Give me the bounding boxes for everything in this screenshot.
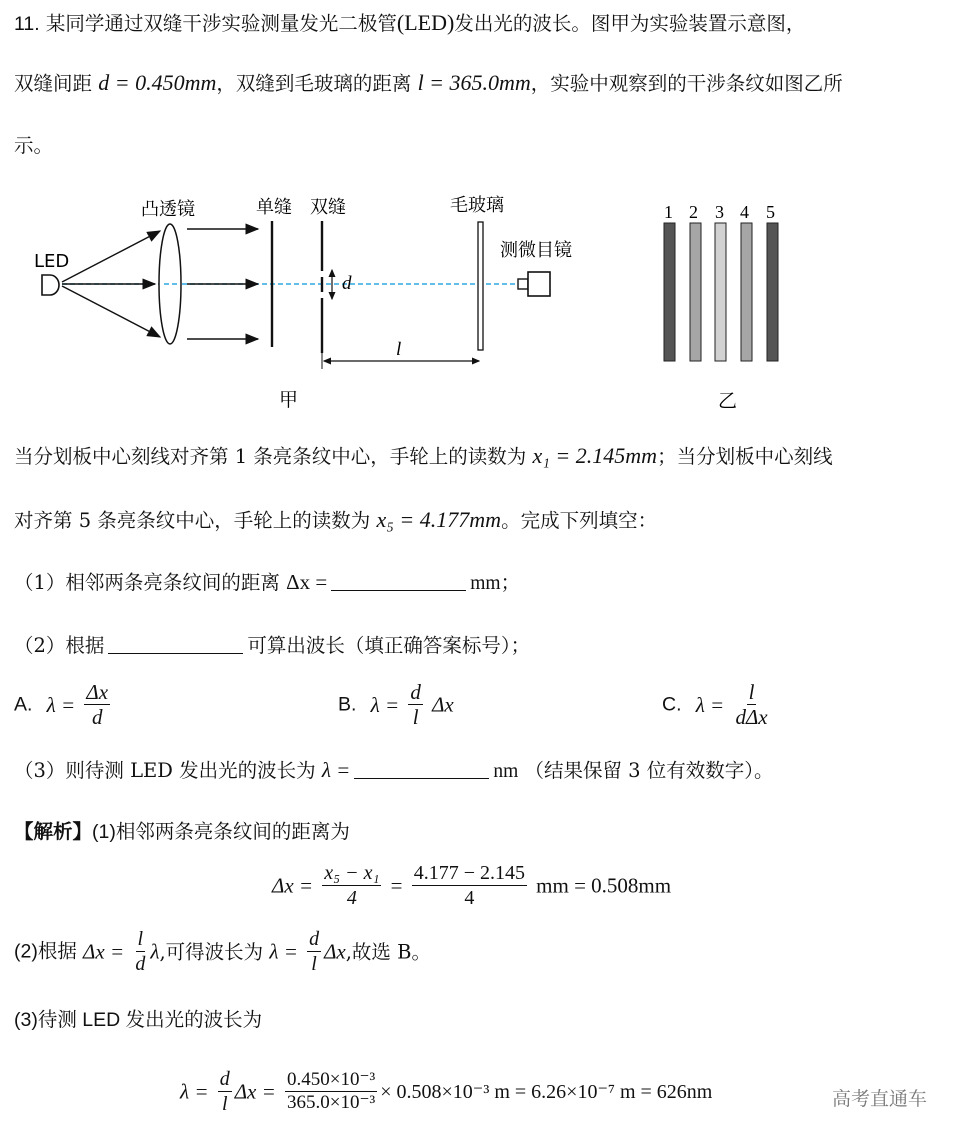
fringe-number-4: 4 [740,202,749,222]
distance-label: l [396,339,402,360]
step-2-denominator: d [135,953,146,975]
solution-step-2c: ,故选 B。 [345,940,431,964]
double-slit-label: 双缝 [310,197,346,218]
option-c[interactable] [662,680,773,730]
solution-line-1 [14,822,350,843]
option-b-fraction [408,680,423,730]
slit-spacing-value: d = 0.450mm [98,70,217,95]
question-2 [14,635,530,656]
question-3 [14,760,774,782]
option-b-lhs: λ = [370,692,400,717]
reading-x1: x₁ = 2.145mm [532,443,658,468]
option-c-denominator: dΔx [735,705,768,730]
stem-text-2a: 双缝间距 [14,72,93,95]
step-2-fraction [133,928,147,976]
option-b-label: B. [338,693,357,716]
option-b-tail: Δx [432,692,454,717]
solution-formula-3 [180,1068,712,1116]
formula-1-den-b: 4 [464,887,475,909]
q3-prefix: （3）则待测 LED 发出光的波长为 [14,759,316,782]
question-1 [14,572,520,594]
formula-3-den-a: l [221,1093,228,1115]
question-number: 11. [14,13,40,35]
single-slit-label: 单缝 [256,197,292,218]
step-2-numerator: l [137,928,144,950]
solution-line-3 [14,1010,262,1031]
formula-1-frac-a [322,862,381,910]
formula-1-result: mm = 0.508mm [536,873,672,898]
q1-expression: Δx = [286,570,328,594]
q3-suffix: （结果保留 3 位有效数字）。 [524,759,774,782]
formula-1-frac-b [412,862,527,910]
eyepiece-label: 测微目镜 [500,240,572,261]
ray-upper [62,231,160,282]
measure-line-1 [14,445,833,467]
fringe-5 [767,223,778,361]
fringe-number-5: 5 [766,202,775,222]
measure-text-1b: ；当分划板中心刻线 [657,445,833,468]
option-a-denominator: d [91,705,103,730]
measure-text-1a: 当分划板中心刻线对齐第 1 条亮条纹中心，手轮上的读数为 [14,445,527,468]
option-c-fraction [733,680,769,730]
lens-label: 凸透镜 [141,199,195,220]
formula-3-frac-b [285,1069,377,1115]
q2-prefix: （2）根据 [14,634,105,657]
formula-1-lhs: Δx = [272,873,314,898]
formula-3-num-a: d [219,1068,230,1090]
formula-3-result: × 0.508×10⁻³ m = 6.26×10⁻⁷ m = 626nm [380,1081,713,1103]
led-label: LED [34,251,70,272]
formula-1-num-b: 4.177 − 2.145 [413,862,525,884]
stem-text-2c: ，实验中观察到的干涉条纹如图乙所 [530,72,843,95]
stem-text-1a: 某同学通过双缝干涉实验测量发光二极管 [45,12,397,35]
formula-3-num-b: 0.450×10⁻³ [287,1069,376,1091]
step-2-lhs-2: λ = [269,939,298,964]
option-a-label: A. [14,693,33,716]
option-b-denominator: l [412,705,419,730]
step-2-lhs: Δx = [83,939,125,964]
question-line-1 [14,12,805,35]
reading-x5: x₅ = 4.177mm [376,507,502,532]
fringe-4 [741,223,752,361]
step-2-fraction-2 [307,928,321,976]
watermark: 高考直通车 [832,1088,928,1110]
fringe-number-1: 1 [664,202,673,222]
stem-text-1b: 发出光的波长。图甲为实验装置示意图， [454,12,806,35]
step-2-tail-2: Δx [324,939,346,964]
formula-1-num-a: x₅ − x₁ [324,862,380,884]
figure-diagram [0,185,970,420]
slit-gap-label: d [342,273,352,294]
fringe-2 [690,223,701,361]
q3-unit: nm [493,761,519,782]
q1-unit: mm [470,573,501,594]
figure-b-caption: 乙 [718,390,738,412]
ground-glass-screen [478,222,483,350]
measure-line-2 [14,509,657,531]
formula-3-den-b: 365.0×10⁻³ [287,1092,376,1114]
option-c-lhs: λ = [695,692,725,717]
q1-prefix: （1）相邻两条亮条纹间的距离 [14,571,280,594]
step-2-numerator-2: d [309,928,320,950]
solution-step-2a: (2)根据 [14,940,77,963]
formula-1-den-a: 4 [346,887,357,909]
led-paren: (LED) [396,10,455,35]
solution-step-1: (1)相邻两条亮条纹间的距离为 [92,821,350,843]
fringe-number-2: 2 [689,202,698,222]
formula-3-mid: Δx = [234,1079,276,1104]
q1-suffix: ； [500,571,521,594]
step-2-tail: λ [150,939,160,964]
eyepiece-tube [518,279,528,289]
option-a-lhs: λ = [46,692,76,717]
screen-label: 毛玻璃 [450,195,504,216]
question-line-2 [14,72,843,94]
q1-answer-blank[interactable] [331,572,466,591]
measure-text-2a: 对齐第 5 条亮条纹中心，手轮上的读数为 [14,509,371,532]
option-b-numerator: d [410,680,421,704]
formula-3-frac-a [218,1068,232,1116]
slit-distance-value: l = 365.0mm [417,70,531,95]
formula-3-lhs: λ = [180,1079,209,1104]
led-icon [42,275,59,295]
q3-answer-blank[interactable] [354,760,489,779]
eyepiece-body [528,272,550,296]
option-c-numerator: l [748,680,755,704]
fringe-3 [715,223,726,361]
question-line-3: 示。 [14,134,54,157]
fringe-1 [664,223,675,361]
figure-a-caption: 甲 [279,389,299,411]
measure-text-2b: 。完成下列填空： [501,509,658,532]
convex-lens [159,224,181,344]
q2-suffix: 可算出波长（填正确答案标号）； [247,634,531,657]
option-a[interactable] [14,680,113,730]
option-a-numerator: Δx [86,680,109,704]
option-c-label: C. [662,693,682,716]
solution-formula-1 [272,862,671,910]
step-2-denominator-2: l [311,953,317,975]
fringe-number-3: 3 [715,202,724,222]
formula-1-equals: = [390,873,403,898]
stem-text-2b: ，双缝到毛玻璃的距离 [216,72,412,95]
option-a-fraction [84,680,110,730]
solution-step-3: (3)待测 LED 发出光的波长为 [14,1009,263,1031]
solution-line-2 [14,928,431,976]
ray-lower [62,286,160,337]
q2-answer-blank[interactable] [108,635,243,654]
q3-expression: λ = [321,758,351,782]
solution-step-2b: ,可得波长为 [159,940,264,964]
solution-title: 【解析】 [14,820,93,843]
option-b[interactable] [338,680,454,730]
